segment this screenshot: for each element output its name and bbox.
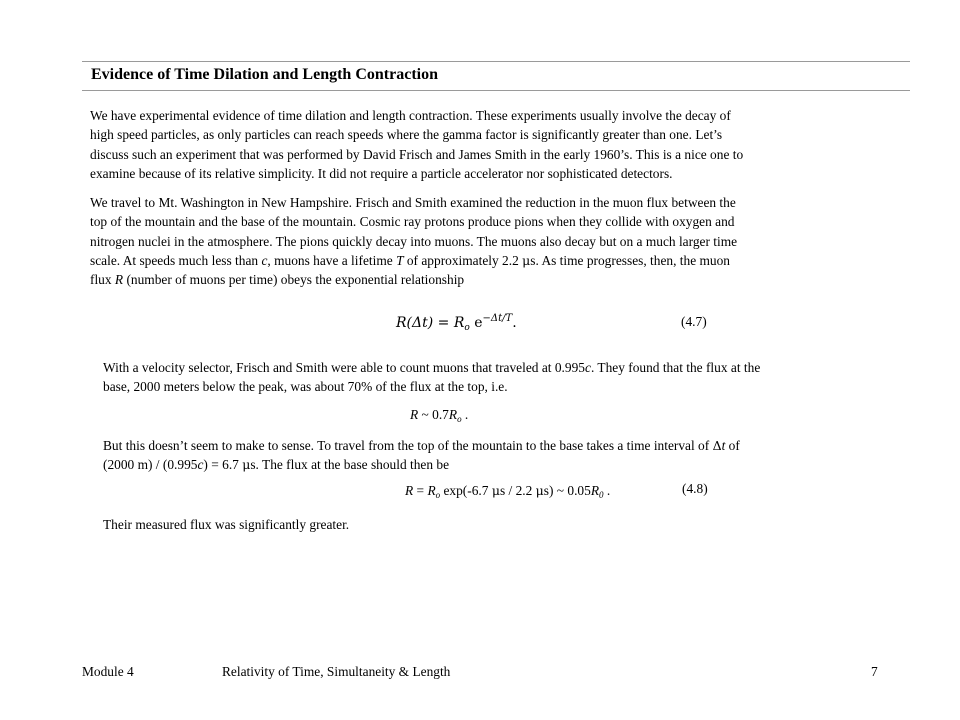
delta-symbol: Δ [712,438,722,453]
footer-page-number: 7 [871,664,878,679]
footer-topic: Relativity of Time, Simultaneity & Length [222,664,451,679]
equation-4-8: $R = R_o$ exp(-6.7 μs / 2.2 μs) ~ $0.05R_0$ . [405,483,611,500]
mu-symbol: μ [535,483,544,498]
paragraph-time-interval-line: (2000 m) / (0.995c) = 6.7 μs. The flux at the base should then be [103,457,450,473]
equation-flux-ratio: R ~ $0.7R_o$ . [410,407,469,424]
paragraph-intro-line: We have experimental evidence of time dilation and length contraction. These experiments usually involve the decay of [90,108,731,123]
paragraph-time-interval [103,436,740,475]
top-rule [82,61,910,62]
paragraph-experiment-line: We travel to Mt. Washington in New Hampshire. Frisch and Smith examined the reduction in the muon flux between the [90,195,736,210]
paragraph-experiment [90,193,737,289]
equation-number-4-7: (4.7) [681,314,707,329]
equation-4-7: $R(\Delta t) = R_o$ $e^{-\Delta t/T}$. [396,313,517,333]
mu-symbol: μ [491,483,500,498]
equation-number-4-8: (4.8) [682,481,708,496]
paragraph-intro [90,106,743,183]
paragraph-experiment-line: top of the mountain and the base of the mountain. Cosmic ray protons produce pions when they collide with oxygen and [90,214,735,230]
footer-module: Module 4 [82,664,134,679]
title-underline-rule [82,90,910,91]
paragraph-time-interval-line: But this doesn’t seem to make to sense. To travel from the top of the mountain to the base takes a time interval of Δt of [103,438,740,453]
mu-symbol: μ [522,252,531,268]
paragraph-conclusion: Their measured flux was significantly greater. [103,517,350,532]
page-title: Evidence of Time Dilation and Length Contraction [91,66,438,83]
paragraph-experiment-line: nitrogen nuclei in the atmosphere. The pions quickly decay into muons. The muons also decay but on a much larger time [90,233,738,249]
paragraph-experiment-line: flux R (number of muons per time) obeys the exponential relationship [90,272,465,288]
paragraph-velocity-selector-line: base, 2000 meters below the peak, was about 70% of the flux at the top, i.e. [103,379,508,395]
paragraph-intro-line: discuss such an experiment that was performed by David Frisch and James Smith in the early 1960’s. This is a nice one to [90,146,744,162]
paragraph-intro-line: examine because of its relative simplicity. It did not require a particle accelerator nor sophisticated detectors. [90,165,673,181]
paragraph-velocity-selector-line: With a velocity selector, Frisch and Smith were able to count muons that traveled at 0.995c. They found that the flux at the [103,360,761,375]
paragraph-intro-line: high speed particles, as only particles can reach speeds where the gamma factor is significantly greater than one. Let’s [90,127,723,143]
paragraph-experiment-line: scale. At speeds much less than c, muons have a lifetime T of approximately 2.2 μs. As time progresses, then, the muon [90,252,731,268]
paragraph-velocity-selector [103,358,760,397]
mu-symbol: μ [242,457,251,473]
